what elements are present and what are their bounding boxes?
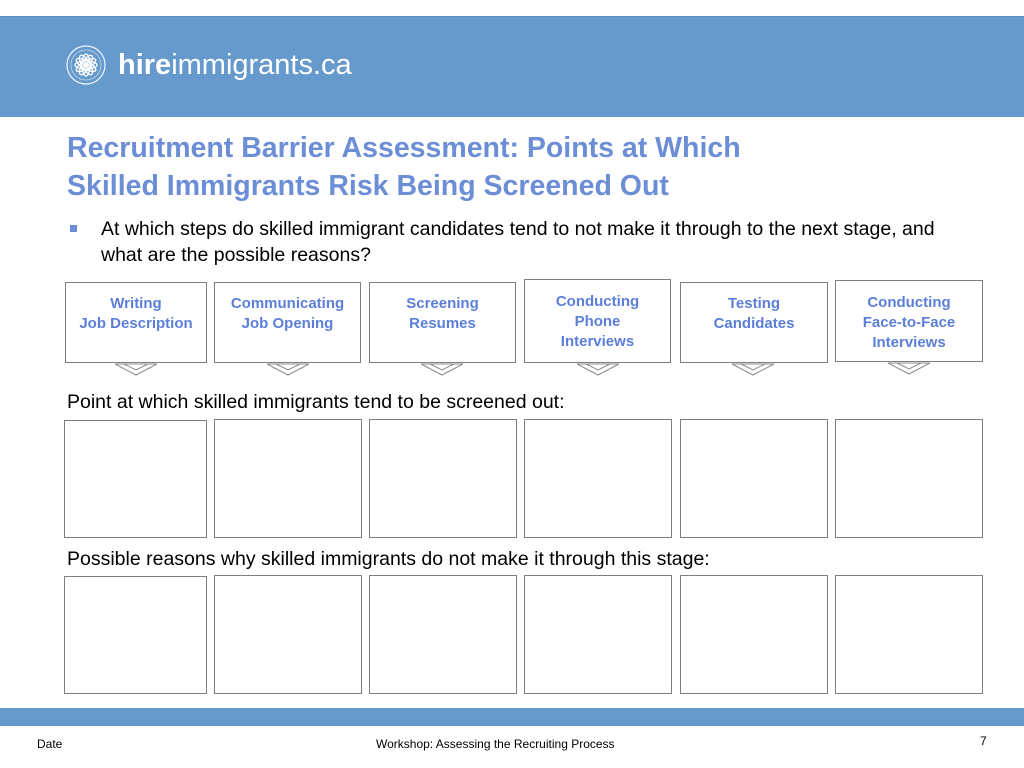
step-label: Communicating Job Opening bbox=[230, 295, 345, 332]
logo-rest-text: immigrants.ca bbox=[171, 49, 352, 81]
chevron-down-icon bbox=[576, 363, 620, 376]
footer-title: Workshop: Assessing the Recruiting Process bbox=[376, 737, 615, 751]
step-box-writing-job-description bbox=[65, 282, 207, 363]
slide-title-line-2: Skilled Immigrants Risk Being Screened Out bbox=[67, 169, 669, 202]
possible-reasons-cell-1[interactable] bbox=[64, 576, 207, 694]
possible-reasons-section-label: Possible reasons why skilled immigrants do not make it through this stage: bbox=[67, 548, 710, 570]
step-label: Conducting Face-to-Face Interviews bbox=[862, 294, 956, 351]
screened-out-cell-5[interactable] bbox=[680, 419, 828, 538]
chevron-down-icon bbox=[731, 363, 775, 376]
footer-date: Date bbox=[37, 737, 63, 751]
footer-page-number: 7 bbox=[980, 734, 987, 748]
step-label: Conducting Phone Interviews bbox=[555, 293, 640, 350]
screened-out-cell-6[interactable] bbox=[835, 419, 983, 538]
step-box-communicating-job-opening bbox=[214, 282, 361, 363]
screened-out-cell-4[interactable] bbox=[524, 419, 672, 538]
bullet-question: At which steps do skilled immigrant candidates tend to not make it through to the next stage, and what are the possible reasons? bbox=[101, 218, 935, 266]
chevron-down-icon bbox=[114, 363, 158, 376]
step-label: Writing Job Description bbox=[79, 295, 193, 332]
screened-out-cell-2[interactable] bbox=[214, 419, 362, 538]
logo-bold-text: hire bbox=[118, 49, 172, 81]
possible-reasons-cell-2[interactable] bbox=[214, 575, 362, 694]
chevron-down-icon bbox=[420, 363, 464, 376]
slide-title bbox=[67, 130, 967, 205]
screened-out-section-label: Point at which skilled immigrants tend to be screened out: bbox=[67, 391, 565, 413]
possible-reasons-cell-5[interactable] bbox=[680, 575, 828, 694]
chevron-down-icon bbox=[266, 363, 310, 376]
step-label: Testing Candidates bbox=[713, 295, 795, 332]
screened-out-cell-3[interactable] bbox=[369, 419, 517, 538]
step-box-conducting-phone-interviews bbox=[524, 279, 671, 363]
step-box-conducting-face-to-face-interviews bbox=[835, 280, 983, 362]
step-box-testing-candidates bbox=[680, 282, 828, 363]
chevron-down-icon bbox=[887, 362, 931, 375]
screened-out-cell-1[interactable] bbox=[64, 420, 207, 538]
logo-wordmark bbox=[118, 48, 352, 82]
step-label: Screening Resumes bbox=[406, 295, 479, 332]
possible-reasons-cell-3[interactable] bbox=[369, 575, 517, 694]
hireimmigrants-logo-icon bbox=[66, 45, 106, 85]
possible-reasons-cell-6[interactable] bbox=[835, 575, 983, 694]
possible-reasons-cell-4[interactable] bbox=[524, 575, 672, 694]
step-box-screening-resumes bbox=[369, 282, 516, 363]
square-bullet-icon bbox=[70, 225, 77, 232]
slide-title-line-1: Recruitment Barrier Assessment: Points at Which bbox=[67, 132, 741, 164]
footer-band bbox=[0, 708, 1024, 726]
